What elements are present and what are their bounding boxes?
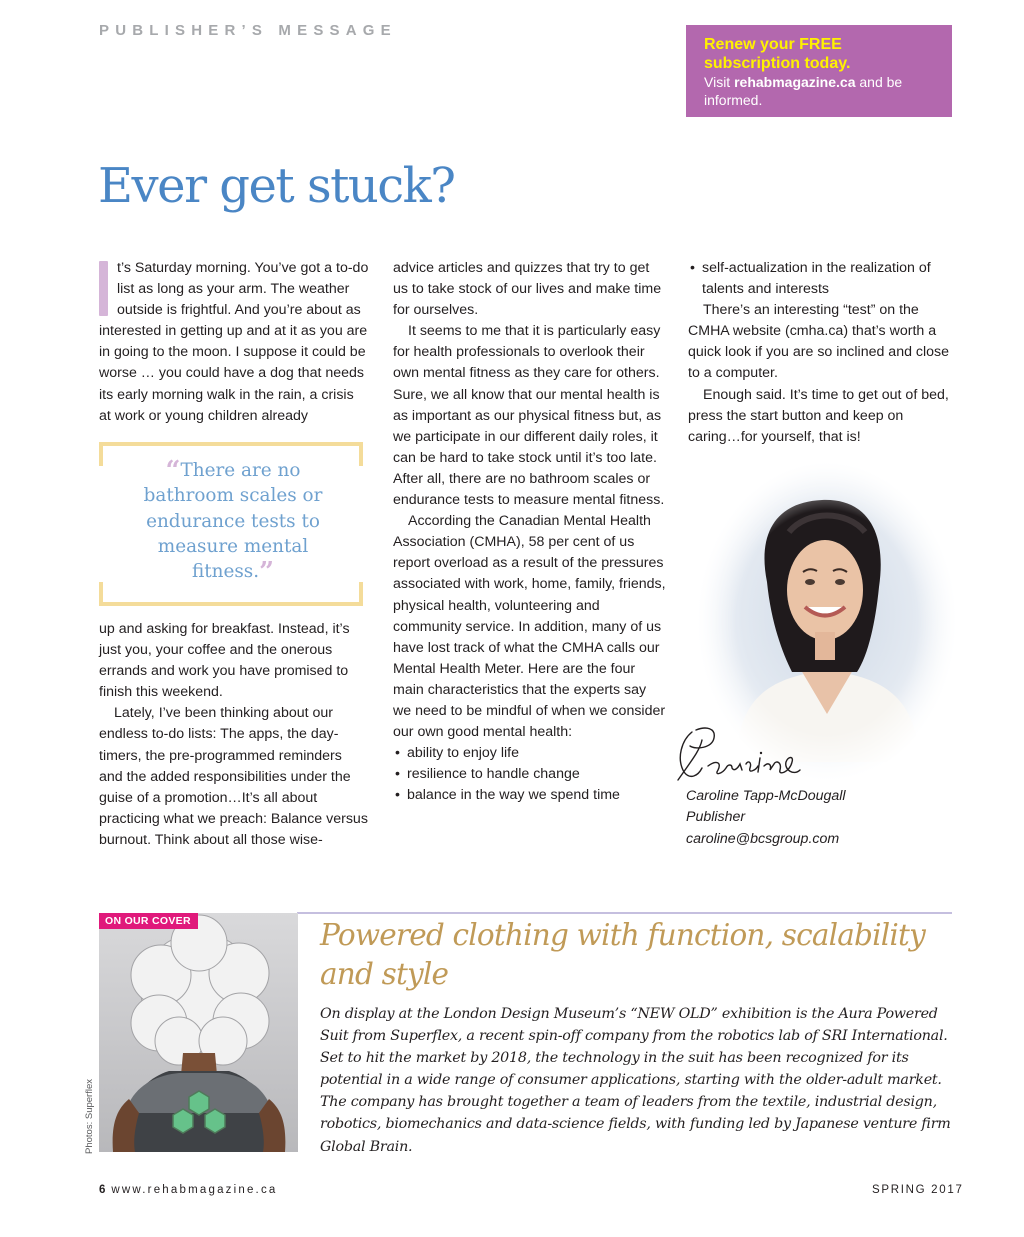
mental-health-list-continued	[688, 258, 950, 300]
bullet-icon: •	[395, 766, 400, 783]
promo-text-before: Visit	[704, 74, 735, 90]
article-column-2	[393, 258, 667, 806]
footer-left	[99, 1184, 278, 1196]
paragraph: According the Canadian Mental Health Association (CMHA), 58 per cent of us report overload as a result of the pressures associated with work, home, family, friends, physical health, volunteering and community service. In addition, many of us have lost track of what the CMHA calls our Mental Health Meter. Here are the four main characteristics that the experts say we need to be mindful of when we consider our own good mental health:	[393, 513, 666, 741]
page-number: 6	[99, 1184, 106, 1196]
cover-photo	[99, 913, 298, 1152]
list-item: • resilience to handle change	[393, 764, 667, 785]
paragraph: Enough said. It’s time to get out of bed, press the start button and keep on caring…for yourself, that is!	[688, 386, 949, 445]
quote-frame-corner	[99, 442, 103, 466]
cover-divider	[297, 912, 952, 914]
author-name: Caroline Tapp-McDougall	[686, 788, 846, 804]
paragraph: t’s Saturday morning. You’ve got a to-do list as long as your arm. The weather outside is frightful. And you’re about as interested in getting up and at it as you are in going to the moon. I suppose it could be worse … you could have a dog that needs its early morning walk in the rain, a crisis at work or young children already	[99, 260, 369, 424]
author-email[interactable]: caroline@bcsgroup.com	[686, 830, 840, 847]
bullet-icon: •	[690, 260, 695, 276]
paragraph: up and asking for breakfast. Instead, it’s just you, your coffee and the onerous errands and work you have promised to finish this weekend.	[99, 621, 350, 701]
quote-frame-corner	[99, 582, 103, 606]
publisher-signature	[672, 720, 802, 788]
bullet-icon: •	[395, 745, 400, 762]
article-column-1-bottom	[99, 619, 369, 851]
section-label: PUBLISHER’S MESSAGE	[99, 22, 397, 39]
article-title: Ever get stuck?	[98, 158, 455, 214]
pull-quote-text	[127, 456, 339, 588]
issue-label: SPRING 2017	[872, 1184, 964, 1196]
photo-credit: Photos: Superflex	[84, 1079, 95, 1154]
quote-frame-corner	[359, 442, 363, 466]
close-quote-icon: ”	[259, 557, 275, 588]
promo-site-link[interactable]: rehabmagazine.ca	[734, 74, 856, 90]
list-item: • ability to enjoy life	[393, 743, 667, 764]
paragraph: Lately, I’ve been thinking about our endless to-do lists: The apps, the day-timers, the pre-programmed reminders and the added responsibilities under the guise of a promotion…It’s all about practicing what we preach: Balance versus burnout. Think about all those wise-	[99, 705, 368, 848]
paragraph: advice articles and quizzes that try to get us to take stock of our lives and make time for ourselves.	[393, 260, 662, 319]
promo-text-after: and be informed.	[704, 74, 903, 108]
article-column-1-top	[99, 258, 369, 427]
cover-story-body: On display at the London Design Museum’s “NEW OLD” exhibition is the Aura Powered Suit from Superflex, a recent spin-off company from the robotics lab of SRI International. Set to hit the market by 2018, the technology in the suit has been recognized for its potential in a wide range of consumer applications, starting with the older-adult market. The company has brought together a team of leaders from the textile, industrial design, robotics, biomechanics and data-science fields, with funding led by Japanese venture firm Global Brain.	[320, 1006, 951, 1155]
paragraph: It seems to me that it is particularly easy for health professionals to overlook their own mental fitness as they care for others. Sure, we all know that our mental health is as important as our physical fitness but, as we participate in our different daily roles, it can be hard to take stock until it’s too late. After all, there are no bathroom scales or endurance tests to measure mental fitness.	[393, 323, 665, 509]
quote-frame-corner	[359, 582, 363, 606]
on-our-cover-tag: ON OUR COVER	[99, 913, 198, 929]
footer-site-link[interactable]: www.rehabmagazine.ca	[111, 1184, 278, 1196]
mental-health-list	[393, 743, 667, 806]
article-column-3	[688, 258, 950, 448]
open-quote-icon: “	[165, 456, 181, 486]
cover-story-title: Powered clothing with function, scalability and style	[320, 918, 925, 991]
pull-quote	[99, 442, 363, 606]
pull-quote-body: There are no bathroom scales or endurance tests to measure mental fitness.	[143, 460, 323, 583]
paragraph: There’s an interesting “test” on the CMHA website (cmha.ca) that’s worth a quick look if you are so inclined and close to a computer.	[688, 302, 950, 382]
promo-headline: Renew your FREE subscription today.	[704, 36, 851, 72]
drop-cap	[99, 261, 108, 316]
quote-frame-top	[99, 442, 363, 446]
author-role: Publisher	[686, 809, 746, 826]
subscription-promo[interactable]	[686, 25, 952, 117]
bullet-icon: •	[395, 787, 400, 804]
quote-frame-bottom	[99, 602, 363, 606]
author-credits	[686, 786, 846, 850]
list-item: • self-actualization in the realization of talents and interests	[690, 260, 931, 298]
list-item: • balance in the way we spend time	[393, 785, 667, 806]
